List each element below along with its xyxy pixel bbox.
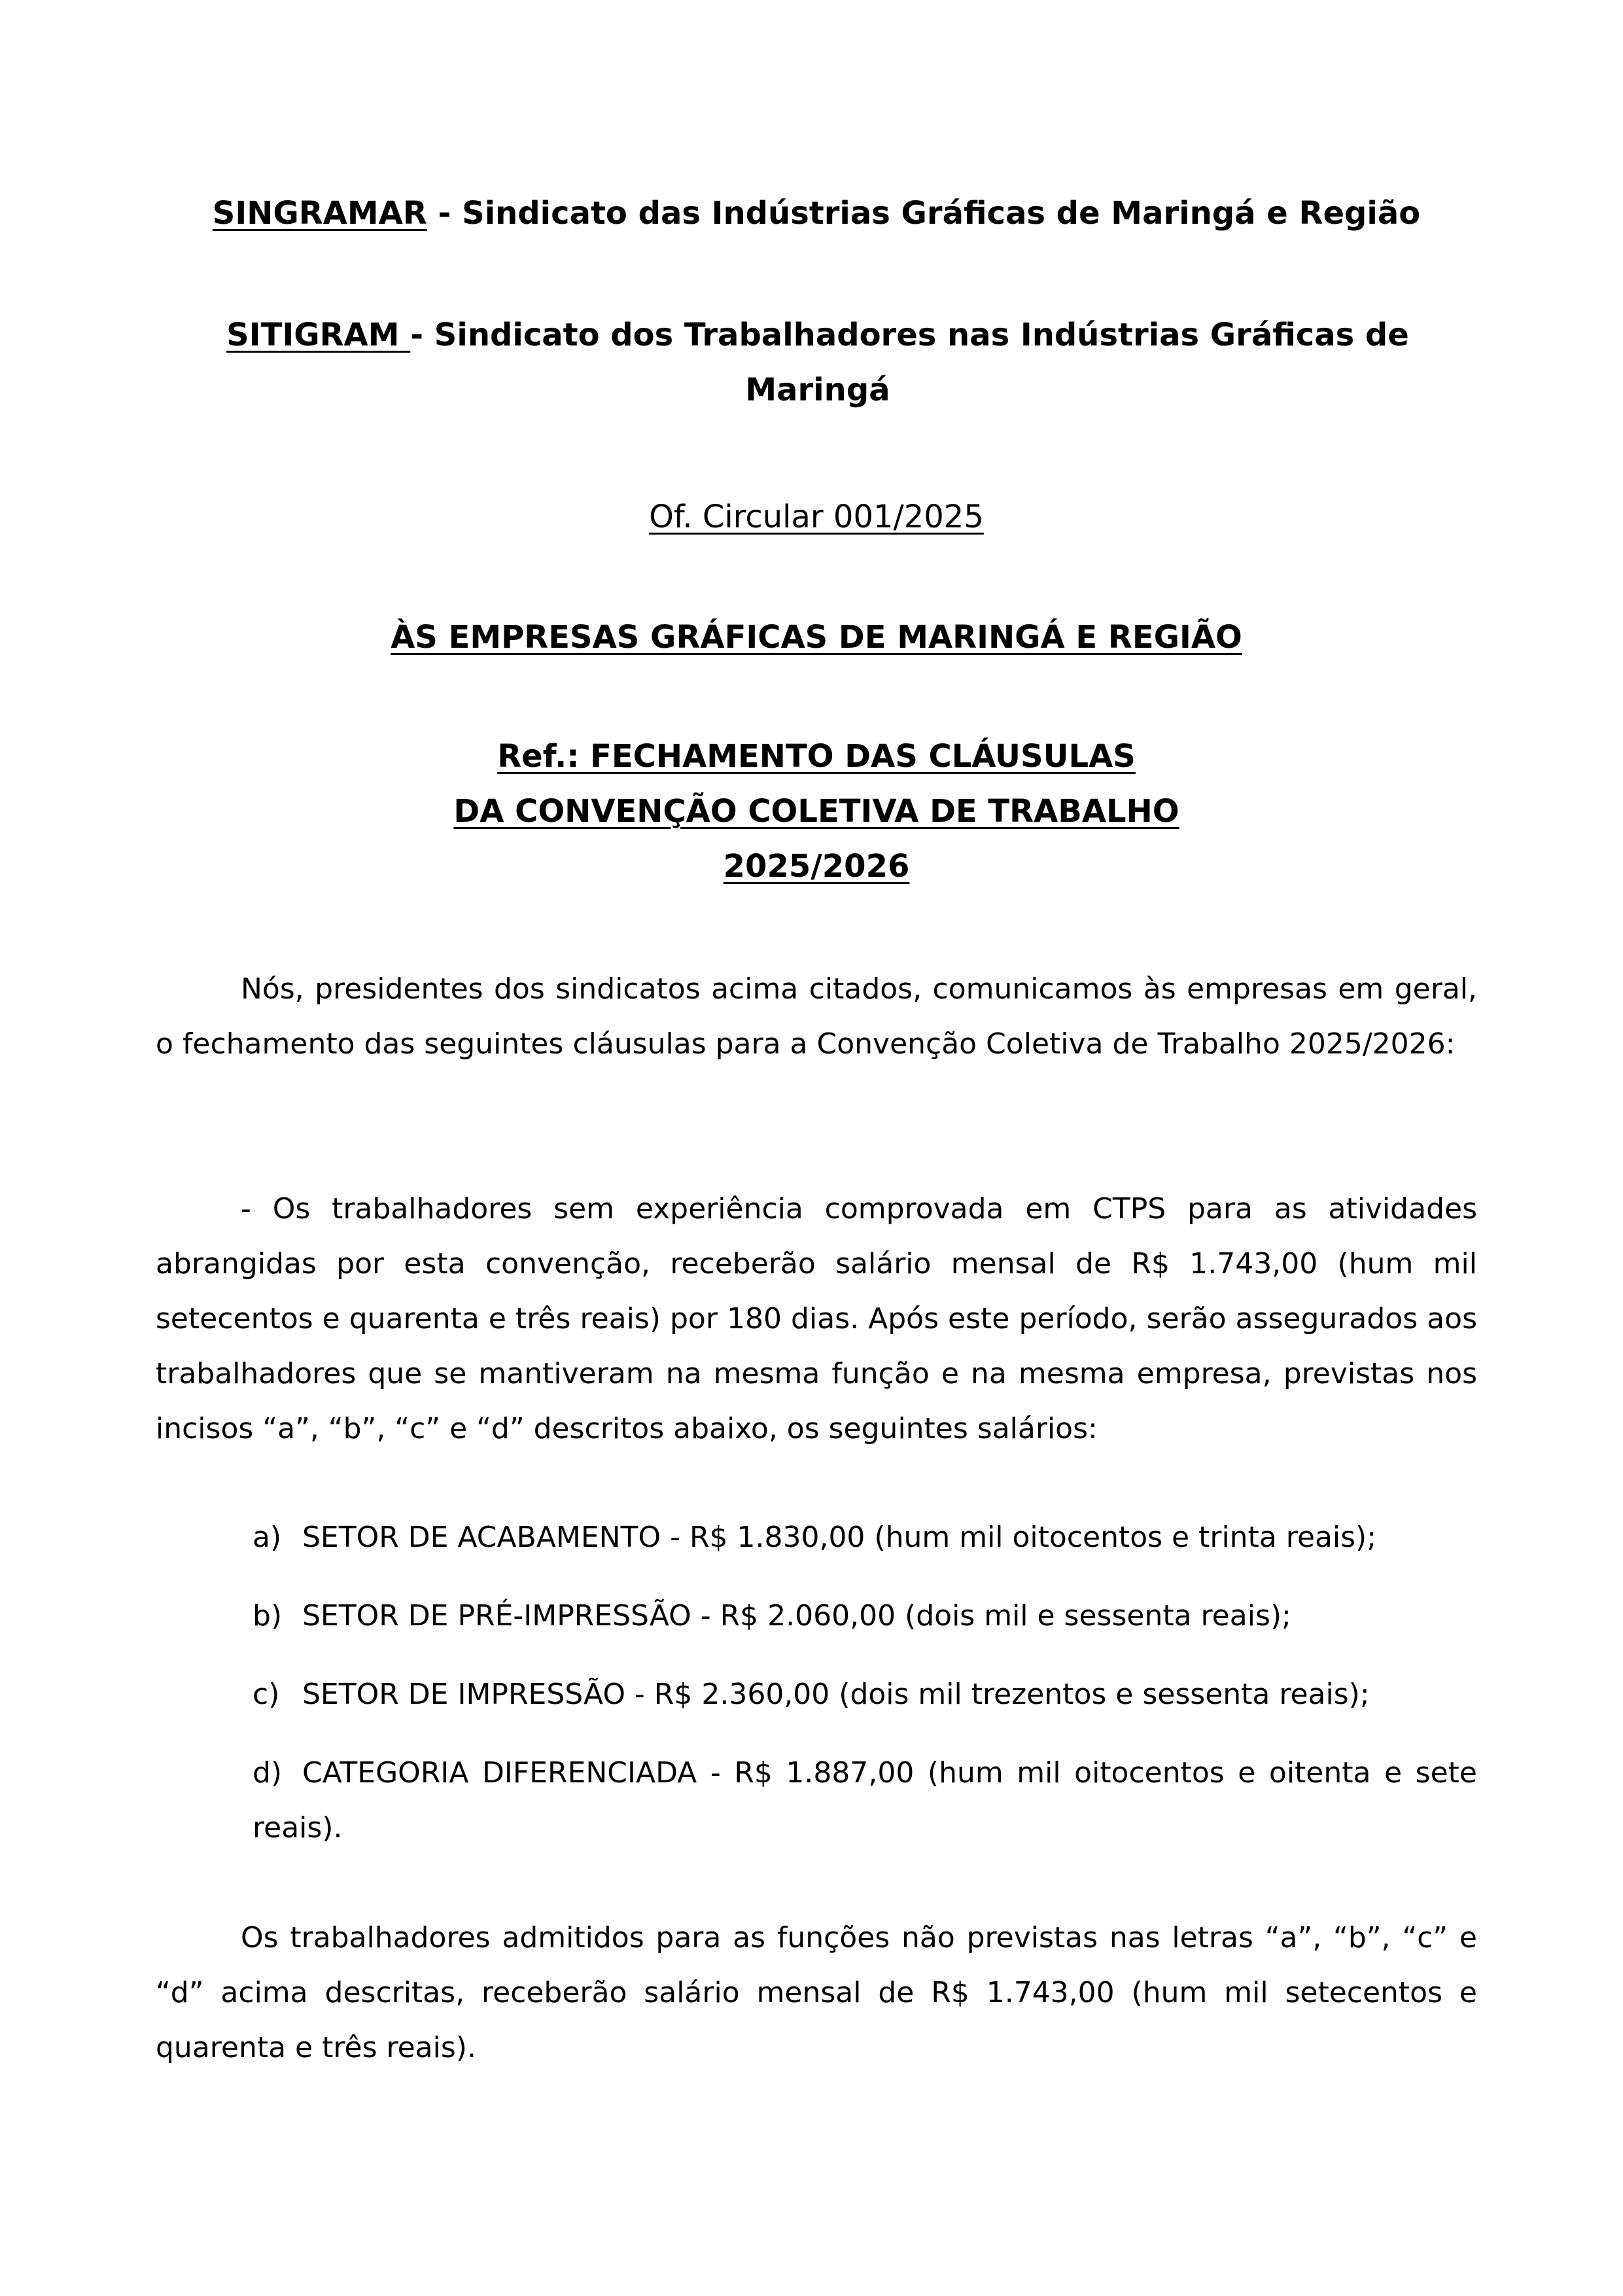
closing-paragraph: Os trabalhadores admitidos para as funções não previstas nas letras “a”, “b”, “c” e “d” acima descritas, receberão salário mensal de R$ 1.743,00 (hum mil setecentos e quarenta e três reais). bbox=[156, 1921, 1477, 2064]
list-letter: c) bbox=[253, 1678, 280, 1711]
singramar-acronym: SINGRAMAR bbox=[212, 195, 427, 232]
list-letter: d) bbox=[253, 1756, 283, 1790]
list-item-text: CATEGORIA DIFERENCIADA - R$ 1.887,00 (hum mil oitocentos e oitenta e sete reais). bbox=[253, 1756, 1477, 1845]
addressee-text: ÀS EMPRESAS GRÁFICAS DE MARINGÁ E REGIÃO bbox=[391, 619, 1242, 656]
workers-paragraph: - Os trabalhadores sem experiência comprovada em CTPS para as atividades abrangidas por esta convenção, receberão salário mensal de R$ 1.743,00 (hum mil setecentos e quarenta e três reais) por 180 dias. Após este período, serão assegurados aos trabalhadores que se mantiveram na mesma função e na mesma empresa, previstas nos incisos “a”, “b”, “c” e “d” descritos abaixo, os seguintes salários: bbox=[156, 1192, 1477, 1445]
sitigram-acronym: SITIGRAM bbox=[226, 317, 411, 353]
header-line-sitigram bbox=[183, 308, 1452, 417]
list-item-text: SETOR DE ACABAMENTO - R$ 1.830,00 (hum mil oitocentos e trinta reais); bbox=[302, 1521, 1377, 1554]
ref-line-1-text: Ref.: FECHAMENTO DAS CLÁUSULAS bbox=[497, 738, 1136, 775]
list-item-text: SETOR DE PRÉ-IMPRESSÃO - R$ 2.060,00 (dois mil e sessenta reais); bbox=[302, 1599, 1291, 1633]
ref-line-3-text: 2025/2026 bbox=[723, 848, 910, 885]
list-letter: a) bbox=[253, 1521, 282, 1554]
ref-line-2 bbox=[156, 784, 1477, 839]
list-item-a bbox=[253, 1510, 1477, 1565]
sitigram-name: - Sindicato dos Trabalhadores nas Indústrias Gráficas de Maringá bbox=[410, 317, 1409, 408]
ref-line-1 bbox=[156, 729, 1477, 784]
ref-line-3 bbox=[156, 839, 1477, 894]
circular-number-text: Of. Circular 001/2025 bbox=[649, 499, 984, 535]
header-line-singramar bbox=[156, 186, 1477, 241]
list-item-c bbox=[253, 1667, 1477, 1722]
addressee bbox=[156, 610, 1477, 665]
singramar-name: - Sindicato das Indústrias Gráficas de Maringá e Região bbox=[427, 195, 1421, 232]
intro-paragraph: Nós, presidentes dos sindicatos acima citados, comunicamos às empresas em geral, o fechamento das seguintes cláusulas para a Convenção Coletiva de Trabalho 2025/2026: bbox=[156, 972, 1477, 1061]
list-item-b bbox=[253, 1589, 1477, 1644]
ref-line-2-text: DA CONVENÇÃO COLETIVA DE TRABALHO bbox=[453, 793, 1179, 830]
circular-number bbox=[156, 489, 1477, 544]
list-letter: b) bbox=[253, 1599, 283, 1633]
list-item-d bbox=[253, 1746, 1477, 1856]
list-item-text: SETOR DE IMPRESSÃO - R$ 2.360,00 (dois mil trezentos e sessenta reais); bbox=[302, 1678, 1370, 1711]
